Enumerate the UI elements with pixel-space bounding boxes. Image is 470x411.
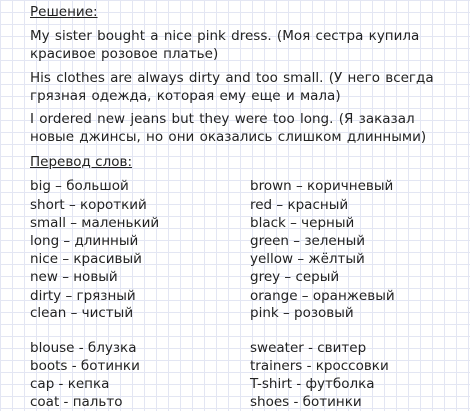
word-pair-new: new – новый (30, 269, 118, 285)
word-pair-shoes: shoes - ботинки (250, 394, 362, 410)
word-pair-brown: brown – коричневый (250, 178, 394, 194)
word-pair-sweater: sweater - свитер (250, 340, 367, 356)
solution-sentence-2: His clothes are always dirty and too small. (У него всегда грязная одежда, которая ему еще и мала) (30, 70, 434, 104)
word-pair-short: short – короткий (30, 197, 147, 213)
word-pair-clean: clean – чистый (30, 305, 134, 321)
word-pair-trainers: trainers - кроссовки (250, 358, 389, 374)
word-pair-t-shirt: T-shirt - футболка (250, 376, 375, 392)
word-pair-black: black – черный (250, 215, 355, 231)
word-pair-orange: orange – оранжевый (250, 288, 395, 304)
word-pair-long: long – длинный (30, 233, 139, 249)
word-pair-big: big – большой (30, 178, 129, 194)
word-pair-blouse: blouse - блузка (30, 340, 137, 356)
solution-sentence-1: My sister bought a nice pink dress. (Моя сестра купила красивое розовое платье) (30, 28, 420, 62)
solution-sentence-3: I ordered new jeans but they were too long. (Я заказал новые джинсы, но они оказались слишком длинными) (30, 111, 427, 145)
word-pair-coat: coat - пальто (30, 394, 123, 410)
word-pair-red: red – красный (250, 197, 349, 213)
word-pair-grey: grey – серый (250, 269, 340, 285)
solution-heading: Решение: (30, 4, 98, 20)
word-pair-pink: pink – розовый (250, 305, 354, 321)
word-pair-yellow: yellow – жёлтый (250, 251, 365, 267)
word-pair-boots: boots - ботинки (30, 358, 140, 374)
word-pair-cap: cap - кепка (30, 376, 110, 392)
word-pair-green: green – зеленый (250, 233, 366, 249)
word-pair-nice: nice – красивый (30, 251, 142, 267)
word-pair-dirty: dirty – грязный (30, 288, 136, 304)
vocabulary-heading: Перевод слов: (30, 154, 132, 170)
word-pair-small: small – маленький (30, 215, 160, 231)
